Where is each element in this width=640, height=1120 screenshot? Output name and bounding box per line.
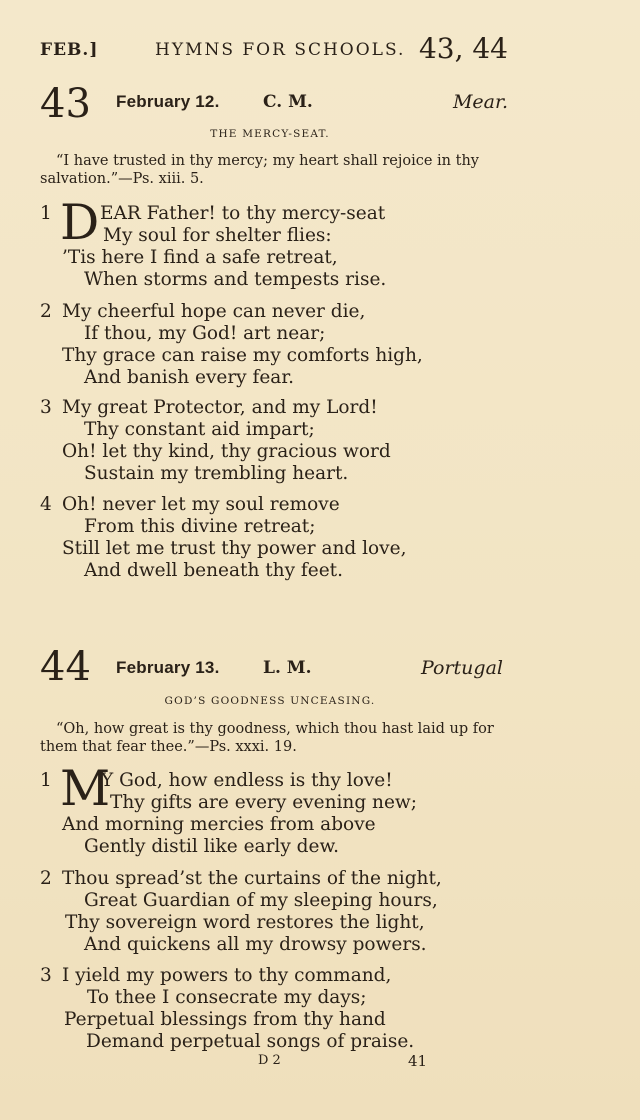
verse-line: When storms and tempests rise. [84,269,387,290]
hymn-title: THE MERCY-SEAT. [210,128,330,140]
hymn-number: 44 [40,644,91,690]
verse-line: Thy gifts are every evening new; [110,792,417,813]
verse-line: And dwell beneath thy feet. [84,560,343,581]
verse-line: I yield my powers to thy command, [62,965,392,986]
hymn-tune: Mear. [452,91,508,113]
verse-line: Oh! never let my soul remove [62,494,340,515]
running-head-month: FEB.] [40,40,99,60]
verse-line: And quickens all my drowsy powers. [84,934,427,955]
verse-number: 1 [40,770,52,791]
hymn-title: GOD’S GOODNESS UNCEASING. [164,695,376,707]
hymn-meter: C. M. [263,92,313,112]
verse-line: Thou spread’st the curtains of the night, [62,868,442,889]
verse-number: 2 [40,301,52,322]
verse-line: Gently distil like early dew. [84,836,339,857]
hymn-meter: L. M. [263,658,312,678]
verse-line: If thou, my God! art near; [84,323,326,344]
verse-line: ’Tis here I find a safe retreat, [62,247,338,268]
verse-line: Perpetual blessings from thy hand [64,1009,386,1030]
verse-line: Thy grace can raise my comforts high, [62,345,423,366]
verse-line: Thy constant aid impart; [84,419,315,440]
verse-number: 2 [40,868,52,889]
verse-line: Oh! let thy kind, thy gracious word [62,441,391,462]
verse-number: 4 [40,494,52,515]
verse-line: Demand perpetual songs of praise. [86,1031,415,1052]
verse-line: My soul for shelter flies: [103,225,332,246]
verse-number: 3 [40,397,52,418]
verse-line: To thee I consecrate my days; [87,987,367,1008]
verse-line: From this divine retreat; [84,516,316,537]
verse-line: My cheerful hope can never die, [62,301,366,322]
hymn-date: February 12. [116,92,220,111]
verse-line: Y God, how endless is thy love! [101,770,393,791]
drop-cap: D [60,194,100,251]
verse-line: Still let me trust thy power and love, [62,538,407,559]
hymn-date: February 13. [116,658,220,677]
hymn-number: 43 [40,81,91,127]
verse-number: 3 [40,965,52,986]
verse-line: Thy sovereign word restores the light, [65,912,425,933]
verse-line: And morning mercies from above [62,814,376,835]
running-head-title: HYMNS FOR SCHOOLS. [155,40,406,60]
drop-cap: M [60,760,111,817]
signature-mark: D 2 [258,1053,281,1068]
verse-line: EAR Father! to thy mercy-seat [100,203,386,224]
verse-line: Great Guardian of my sleeping hours, [84,890,438,911]
verse-line: Sustain my trembling heart. [84,463,349,484]
running-head-hymn-numbers: 43, 44 [418,32,508,65]
hymn-epigraph: “Oh, how great is thy goodness, which thou hast laid up for them that fear thee.”—Ps. xxxi. 19. [40,721,494,755]
hymn-tune: Portugal [421,657,503,679]
verse-number: 1 [40,203,52,224]
verse-line: And banish every fear. [84,367,295,388]
verse-line: My great Protector, and my Lord! [62,397,378,418]
hymn-epigraph: “I have trusted in thy mercy; my heart shall rejoice in thy salvation.”—Ps. xiii. 5. [40,153,479,187]
page-number: 41 [408,1052,428,1070]
